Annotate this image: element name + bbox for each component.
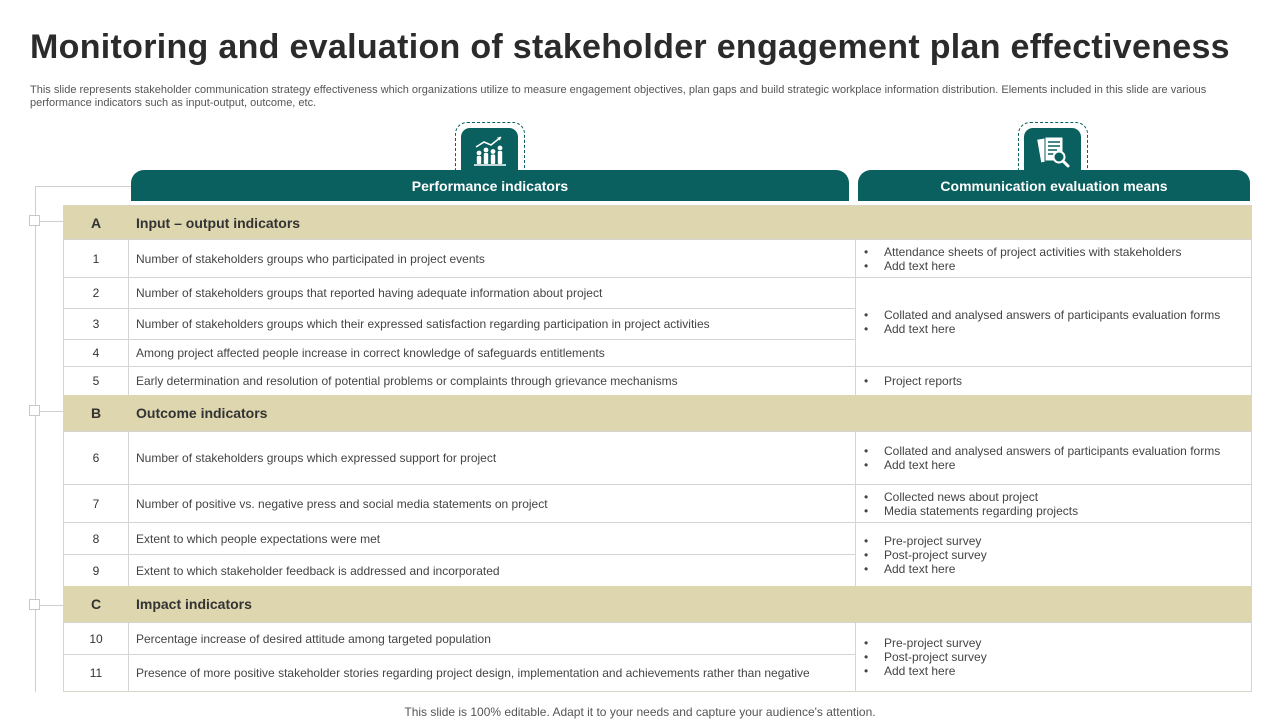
means-item: • Project reports [884,374,962,388]
document-search-icon [1035,135,1071,169]
section-title: Outcome indicators [136,405,268,421]
section-letter: C [90,596,102,612]
indicator-text: Percentage increase of desired attitude among targeted population [136,631,491,646]
indicator-text: Number of stakeholders groups which their expressed satisfaction regarding participation in project activities [136,317,710,331]
bracket-tick [40,221,64,222]
means-cell [855,522,1251,586]
indicators-table [63,205,1252,692]
footer-note: This slide is 100% editable. Adapt it to your needs and capture your audience's attention. [404,705,876,719]
row-number: 2 [64,278,129,308]
section-title: Input – output indicators [136,214,301,231]
means-list [856,374,962,388]
section-letter: A [90,214,102,231]
means-item: • Add text here [884,664,987,678]
growth-chart-people-icon [473,135,507,167]
indicator-text: Number of stakeholders groups who participated in project events [136,251,485,266]
means-cell [855,277,1251,366]
page-title: Monitoring and evaluation of stakeholder engagement plan effectiveness [30,28,1230,66]
section-title: Impact indicators [136,596,252,612]
row-number: 1 [64,240,129,277]
row-number: 8 [64,523,129,554]
indicator-text: Number of stakeholders groups that reported having adequate information about project [136,286,603,300]
means-cell [855,431,1251,484]
means-item: • Add text here [884,458,1220,472]
means-list [856,636,987,678]
bracket-tick [40,411,64,412]
means-list [856,534,987,576]
performance-indicators-header: Performance indicators [131,170,849,201]
indicator-text: Number of stakeholders groups which expressed support for project [136,451,497,465]
means-item: • Pre-project survey [884,534,987,548]
means-cell [855,366,1251,395]
indicator-text: Presence of more positive stakeholder stories regarding project design, implementation and achievements rather than negative [136,666,810,680]
means-cell [855,484,1251,522]
indicator-text: Extent to which stakeholder feedback is addressed and incorporated [136,563,500,578]
bracket-top-line [35,186,131,187]
means-item: • Add text here [884,322,1220,336]
means-item: • Collected news about project [884,490,1078,504]
means-item: • Collated and analysed answers of participants evaluation forms [884,308,1220,322]
row-number: 3 [64,309,129,339]
section-letter: B [90,405,102,421]
row-number: 6 [64,432,129,484]
means-item: • Attendance sheets of project activities with stakeholders [884,245,1182,259]
means-item: • Add text here [884,259,1182,273]
means-item: • Collated and analysed answers of participants evaluation forms [884,444,1220,458]
means-list [856,444,1220,472]
row-number: 4 [64,340,129,366]
means-list [856,245,1182,273]
performance-icon-tab [455,122,525,176]
section-row [64,395,1251,431]
bracket-line [35,186,36,692]
means-item: • Post-project survey [884,650,987,664]
indicator-text: Extent to which people expectations were met [136,531,381,546]
means-list [856,490,1078,518]
bracket-marker [29,215,40,226]
section-row [64,206,1251,239]
row-number: 10 [64,623,129,654]
communication-icon-tab [1018,122,1088,176]
means-list [856,308,1220,336]
row-number: 5 [64,367,129,395]
indicator-text: Number of positive vs. negative press and social media statements on project [136,496,548,511]
indicator-text: Among project affected people increase in correct knowledge of safeguards entitlements [136,346,605,360]
row-number: 7 [64,485,129,522]
means-item: • Add text here [884,562,987,576]
page-description: This slide represents stakeholder communication strategy effectiveness which organizations utilize to measure engagement objectives, plan gaps and build strategic workplace information distribution. Elements included in this slide are various performance indicators such as input-output, outcome, etc. [30,84,1207,109]
means-item: • Post-project survey [884,548,987,562]
communication-means-header: Communication evaluation means [858,170,1250,201]
means-item: • Media statements regarding projects [884,504,1078,518]
row-number: 9 [64,555,129,586]
row-number: 11 [64,655,129,691]
means-cell [855,622,1251,691]
bracket-marker [29,405,40,416]
means-cell [855,239,1251,277]
means-item: • Pre-project survey [884,636,987,650]
section-row [64,586,1251,622]
bracket-marker [29,599,40,610]
indicator-text: Early determination and resolution of potential problems or complaints through grievance mechanisms [136,374,678,388]
bracket-tick [40,605,64,606]
